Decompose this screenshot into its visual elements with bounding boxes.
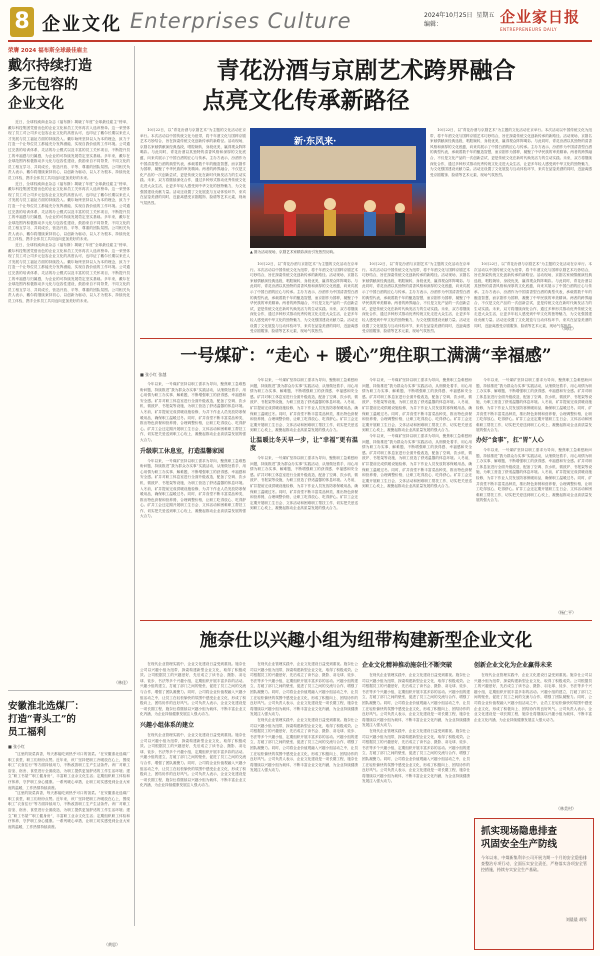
masthead [0,0,600,40]
ad-title: 抓实现场隐患排查 巩固安全生产防线 [481,826,558,850]
page-number: 8 [14,9,30,34]
middle-headline: 一号煤矿：“走心 + 暖心”兜住职工满满“幸福感” [180,346,552,366]
bottom-col4-head: 创新企业文化为企业赢得未来 [474,662,553,669]
left-kicker: 荣膺 2024 福布斯全球最佳雇主 [8,48,88,54]
bottom-body-col3: 企业文化精神推动施奈仕不断突破 在现代企业管理实践中，企业文化建设日益受到重视。施奈仕公司以兴趣小组为纽带，探索构建新型企业文化，取得了积极成效。公司根据员工的兴趣爱好，先后成立了读书会、摄影、羽毛球、徒步、书法等多个兴趣小组，定期组织开展丰富多彩的活动。兴趣小组的建立，打破了部门之间的壁垒，促进了员工之间的交流与合作，增强了团队凝聚力。同时，公司将企业价值观融入兴趣小组活动之中，让员工在轻松愉快的氛围中感受企业文化，形成了积极向上、团结协作的良好风气。公司负责人表示，企业文化建设是一项长期工程，施奈仕将继续以兴趣小组为载体，不断丰富企业文化内涵，为企业持续健康发展注入强大动力。 在现代企业管理实践中，企业文化建设日益受到重视。施奈仕公司以兴趣小组为纽带，探索构建新型企业文化，取得了积极成效。公司根据员工的兴趣爱好，先后成立了读书会、摄影、羽毛球、徒步、书法等多个兴趣小组，定期组织开展丰富多彩的活动。兴趣小组的建立，打破了部门之间的壁垒，促进了员工之间的交流与合作，增强了团队凝聚力。同时，公司将企业价值观融入兴趣小组活动之中，让员工在轻松愉快的氛围中感受企业文化，形成了积极向上、团结协作的良好风气。公司负责人表示，企业文化建设是一项长期工程，施奈仕将继续以兴趣小组为载体，不断丰富企业文化内涵，为企业持续健康发展注入强大动力。 [362,662,470,784]
section-rule-2 [140,620,592,621]
bottom-body-col4: 创新企业文化为企业赢得未来 在现代企业管理实践中，企业文化建设日益受到重视。施奈仕公司以兴趣小组为纽带，探索构建新型企业文化，取得了积极成效。公司根据员工的兴趣爱好，先后成立了读书会、摄影、羽毛球、徒步、书法等多个兴趣小组，定期组织开展丰富多彩的活动。兴趣小组的建立，打破了部门之间的壁垒，促进了员工之间的交流与合作，增强了团队凝聚力。同时，公司将企业价值观融入兴趣小组活动之中，让员工在轻松愉快的氛围中感受企业文化，形成了积极向上、团结协作的良好风气。公司负责人表示，企业文化建设是一项长期工程，施奈仕将继续以兴趣小组为载体，不断丰富企业文化内涵，为企业持续健康发展注入强大动力。 [474,662,592,722]
main-body-col4: 10月22日，以“青花汾酒与京剧艺术”为主题的文化活动在京举行。本次活动以中国传统文化为纽带，将千年酒文化与国粹京剧艺术巧妙结合，旨在探索传统文化创新传承的新路径。活动现场，京剧名家倾情献演经典选段，唱腔婉转，身段优美，赢得观众阵阵喝彩。与此同时，青花汾酒以其独特的清香风格和深厚的文化底蕴，向来宾展示了中国白酒的匠心与传承。主办方表示，汾酒作为中国清香型白酒的典型代表，承载着数千年的酿造智慧，而京剧作为国粹，凝聚了中华民族的审美精神。两者的跨界融合，不仅是文化产品的一次创新尝试，更是传统文化在新时代焕发活力的生动实践。未来，双方将继续深化合作，通过多种形式推动优秀传统文化走进大众生活，让更多年轻人感受到中华文化的独特魅力，为文化强国建设贡献力量。活动还设置了文化展览与互动体验环节，来宾在品鉴美酒的同时，近距离感受京剧服饰、脸谱等艺术元素，现场气氛热烈。 [250,262,358,334]
left-title: 戴尔持续打造 多元包容的 企业文化 [8,58,92,112]
section-title-cn: 企业文化 [42,14,122,35]
bottom-col3-head: 企业文化精神推动施奈仕不断突破 [362,662,453,669]
paper-logo: 企业家日报 ENTREPRENEURS DAILY [500,8,581,32]
main-end-tag: （周红） [560,326,576,331]
col-divider-left [134,46,135,926]
left-story [8,46,130,686]
bottom-body-col1: 在现代企业管理实践中，企业文化建设日益受到重视。施奈仕公司以兴趣小组为纽带，探索构建新型企业文化，取得了积极成效。公司根据员工的兴趣爱好，先后成立了读书会、摄影、羽毛球、徒步、书法等多个兴趣小组，定期组织开展丰富多彩的活动。兴趣小组的建立，打破了部门之间的壁垒，促进了员工之间的交流与合作，增强了团队凝聚力。同时，公司将企业价值观融入兴趣小组活动之中，让员工在轻松愉快的氛围中感受企业文化，形成了积极向上、团结协作的良好风气。公司负责人表示，企业文化建设是一项长期工程，施奈仕将继续以兴趣小组为载体，不断丰富企业文化内涵，为企业持续健康发展注入强大动力。 兴趣小组体系的建立 在现代企业管理实践中，企业文化建设日益受到重视。施奈仕公司以兴趣小组为纽带，探索构建新型企业文化，取得了积极成效。公司根据员工的兴趣爱好，先后成立了读书会、摄影、羽毛球、徒步、书法等多个兴趣小组，定期组织开展丰富多彩的活动。兴趣小组的建立，打破了部门之间的壁垒，促进了员工之间的交流与合作，增强了团队凝聚力。同时，公司将企业价值观融入兴趣小组活动之中，让员工在轻松愉快的氛围中感受企业文化，形成了积极向上、团结协作的良好风气。公司负责人表示，企业文化建设是一项长期工程，施奈仕将继续以兴趣小组为载体，不断丰富企业文化内涵，为企业持续健康发展注入强大动力。 [140,662,246,788]
main-body-col1: 10月22日，以“青花汾酒与京剧艺术”为主题的文化活动在京举行。本次活动以中国传统文化为纽带，将千年酒文化与国粹京剧艺术巧妙结合，旨在探索传统文化创新传承的新路径。活动现场，京剧名家倾情献演经典选段，唱腔婉转，身段优美，赢得观众阵阵喝彩。与此同时，青花汾酒以其独特的清香风格和深厚的文化底蕴，向来宾展示了中国白酒的匠心与传承。主办方表示，汾酒作为中国清香型白酒的典型代表，承载着数千年的酿造智慧，而京剧作为国粹，凝聚了中华民族的审美精神。两者的跨界融合，不仅是文化产品的一次创新尝试，更是传统文化在新时代焕发活力的生动实践。未来，双方将继续深化合作，通过多种形式推动优秀传统文化走进大众生活，让更多年轻人感受到中华文化的独特魅力，为文化强国建设贡献力量。活动还设置了文化展览与互动体验环节，来宾在品鉴美酒的同时，近距离感受京剧服饰、脸谱等艺术元素，现场气氛热烈。 [140,128,246,205]
left-end-tag: （林佳） [114,680,130,685]
middle-byline: ■ 张小红 张越 [140,372,167,377]
section-title-en: Enterprises Culture [130,9,352,33]
ad-box [474,818,594,950]
bottom-headline: 施奈仕以兴趣小组为纽带构建新型企业文化 [199,631,533,651]
left-body: 近日，全球权威商业杂志《福布斯》揭晓了年度“全球最佳雇主”榜单，戴尔科技集团凭借出色的企业文化和员工关怀再次入选该榜单。这一荣誉体现了员工对公司多元包容企业文化的高度认可，也印证了戴尔长期以来在人才发展与员工福祉方面的持续投入。戴尔始终坚持以人为本的理念，致力于打造一个让每位员工都能充分发挥潜能、实现自我价值的工作环境。公司通过完善的培训体系、灵活的办公模式以及丰富的员工关怀项目，不断提升员工的幸福感与归属感，为企业的可持续发展奠定坚实基础。多年来，戴尔在全球范围内积极推动多元化与包容性建设，鼓励来自不同背景、不同文化的员工相互学习、共同成长，营造开放、平等、尊重的团队氛围。公司相关负责人表示，戴尔将继续秉持初心，以创新为驱动，以人才为根本，持续优化员工体验，携手全体员工共同迈向更加美好的未来。 近日，全球权威商业杂志《福布斯》揭晓了年度“全球最佳雇主”榜单，戴尔科技集团凭借出色的企业文化和员工关怀再次入选该榜单。这一荣誉体现了员工对公司多元包容企业文化的高度认可，也印证了戴尔长期以来在人才发展与员工福祉方面的持续投入。戴尔始终坚持以人为本的理念，致力于打造一个让每位员工都能充分发挥潜能、实现自我价值的工作环境。公司通过完善的培训体系、灵活的办公模式以及丰富的员工关怀项目，不断提升员工的幸福感与归属感，为企业的可持续发展奠定坚实基础。多年来，戴尔在全球范围内积极推动多元化与包容性建设，鼓励来自不同背景、不同文化的员工相互学习、共同成长，营造开放、平等、尊重的团队氛围。公司相关负责人表示，戴尔将继续秉持初心，以创新为驱动，以人才为根本，持续优化员工体验，携手全体员工共同迈向更加美好的未来。 近日，全球权威商业杂志《福布斯》揭晓了年度“全球最佳雇主”榜单，戴尔科技集团凭借出色的企业文化和员工关怀再次入选该榜单。这一荣誉体现了员工对公司多元包容企业文化的高度认可，也印证了戴尔长期以来在人才发展与员工福祉方面的持续投入。戴尔始终坚持以人为本的理念，致力于打造一个让每位员工都能充分发挥潜能、实现自我价值的工作环境。公司通过完善的培训体系、灵活的办公模式以及丰富的员工关怀项目，不断提升员工的幸福感与归属感，为企业的可持续发展奠定坚实基础。多年来，戴尔在全球范围内积极推动多元化与包容性建设，鼓励来自不同背景、不同文化的员工相互学习、共同成长，营造开放、平等、尊重的团队氛围。公司相关负责人表示，戴尔将继续秉持初心，以创新为驱动，以人才为根本，持续优化员工体验，携手全体员工共同迈向更加美好的未来。 [8,120,130,303]
anhui-top-rule [8,690,132,691]
bottom-end-tag: （林美村） [556,806,576,811]
photo-caption: ▲ 图为活动现场，京剧艺术家精彩演出引发热烈反响。 [250,250,337,254]
issue-date: 2024年10月25日 星期五 编辑： [424,12,495,28]
anhui-body: “这里的饭菜真香，每天都能吃到热乎可口的饭菜。”在安徽淮北选煤厂职工食堂，职工们纷纷点赞。近年来，该厂坚持把职工冷暖放在心上，围绕职工“衣食住行”等方面持续用力，不断改善职工生产生活条件。该厂对职工浴室、宿舍、食堂进行全面改造，为职工提供更加舒适的工作生活环境；建立“职工书屋”“职工健身房”，丰富职工业余文化生活；定期组织职工体检和疗休养，守护职工身心健康。一系列暖心举措，让职工切实感受到企业大家庭的温暖，工作热情持续高涨。 “这里的饭菜真香，每天都能吃到热乎可口的饭菜。”在安徽淮北选煤厂职工食堂，职工们纷纷点赞。近年来，该厂坚持把职工冷暖放在心上，围绕职工“衣食住行”等方面持续用力，不断改善职工生产生活条件。该厂对职工浴室、宿舍、食堂进行全面改造，为职工提供更加舒适的工作生活环境；建立“职工书屋”“职工健身房”，丰富职工业余文化生活；定期组织职工体检和疗休养，守护职工身心健康。一系列暖心举措，让职工切实感受到企业大家庭的温暖，工作热情持续高涨。 [8,752,130,829]
section-rule-1 [140,338,592,339]
event-photo [250,128,426,248]
main-headline: 青花汾酒与京剧艺术跨界融合 点亮文化传承新路径 [202,57,516,114]
middle-body-col4: 今年以来，一号煤矿坚持以职工需求为导向，聚焦职工急难愁盼问题，持续推进“我为群众办实事”实践活动，从细微处着手，用心用情为职工办实事、解难题，不断增强职工的获得感、幸福感和安全感。矿井对职工休息室进行全面升级改造，配备了空调、饮水机、微波炉、书报架等设施，为职工营造了舒适温馨的休息环境。入冬前，矿井提前完成供暖设施检修，为井下作业人员发放防寒保暖用品，确保职工温暖过冬。同时，矿井食堂不断丰富菜品种类，推出特色套餐和营养餐，合理调整价格，让职工吃得放心、吃得舒心。矿井工会还定期开展职工生日会、文体活动和困难职工帮扶工作，切实把关爱送到职工心坎上，凝聚起推动企业高质量发展的强大合力。 办好“食事”，扛“胃”人心 今年以来，一号煤矿坚持以职工需求为导向，聚焦职工急难愁盼问题，持续推进“我为群众办实事”实践活动，从细微处着手，用心用情为职工办实事、解难题，不断增强职工的获得感、幸福感和安全感。矿井对职工休息室进行全面升级改造，配备了空调、饮水机、微波炉、书报架等设施，为职工营造了舒适温馨的休息环境。入冬前，矿井提前完成供暖设施检修，为井下作业人员发放防寒保暖用品，确保职工温暖过冬。同时，矿井食堂不断丰富菜品种类，推出特色套餐和营养餐，合理调整价格，让职工吃得放心、吃得舒心。矿井工会还定期开展职工生日会、文体活动和困难职工帮扶工作，切实把关爱送到职工心坎上，凝聚起推动企业高质量发展的强大合力。 [476,378,592,503]
middle-subhead-1: 升级职工休息室，打造温馨家园 [140,447,225,455]
middle-end-tag: （杨仁平） [556,610,576,615]
anhui-byline: ■ 张小红 [8,744,26,749]
event-photo-art [250,128,426,248]
anhui-end-tag: （黄思） [104,942,120,947]
bottom-body-col2: 在现代企业管理实践中，企业文化建设日益受到重视。施奈仕公司以兴趣小组为纽带，探索构建新型企业文化，取得了积极成效。公司根据员工的兴趣爱好，先后成立了读书会、摄影、羽毛球、徒步、书法等多个兴趣小组，定期组织开展丰富多彩的活动。兴趣小组的建立，打破了部门之间的壁垒，促进了员工之间的交流与合作，增强了团队凝聚力。同时，公司将企业价值观融入兴趣小组活动之中，让员工在轻松愉快的氛围中感受企业文化，形成了积极向上、团结协作的良好风气。公司负责人表示，企业文化建设是一项长期工程，施奈仕将继续以兴趣小组为载体，不断丰富企业文化内涵，为企业持续健康发展注入强大动力。 在现代企业管理实践中，企业文化建设日益受到重视。施奈仕公司以兴趣小组为纽带，探索构建新型企业文化，取得了积极成效。公司根据员工的兴趣爱好，先后成立了读书会、摄影、羽毛球、徒步、书法等多个兴趣小组，定期组织开展丰富多彩的活动。兴趣小组的建立，打破了部门之间的壁垒，促进了员工之间的交流与合作，增强了团队凝聚力。同时，公司将企业价值观融入兴趣小组活动之中，让员工在轻松愉快的氛围中感受企业文化，形成了积极向上、团结协作的良好风气。公司负责人表示，企业文化建设是一项长期工程，施奈仕将继续以兴趣小组为载体，不断丰富企业文化内涵，为企业持续健康发展注入强大动力。 [250,662,358,773]
masthead-rule [8,40,592,42]
main-body-col6: 10月22日，以“青花汾酒与京剧艺术”为主题的文化活动在京举行。本次活动以中国传统文化为纽带，将千年酒文化与国粹京剧艺术巧妙结合，旨在探索传统文化创新传承的新路径。活动现场，京剧名家倾情献演经典选段，唱腔婉转，身段优美，赢得观众阵阵喝彩。与此同时，青花汾酒以其独特的清香风格和深厚的文化底蕴，向来宾展示了中国白酒的匠心与传承。主办方表示，汾酒作为中国清香型白酒的典型代表，承载着数千年的酿造智慧，而京剧作为国粹，凝聚了中华民族的审美精神。两者的跨界融合，不仅是文化产品的一次创新尝试，更是传统文化在新时代焕发活力的生动实践。未来，双方将继续深化合作，通过多种形式推动优秀传统文化走进大众生活，让更多年轻人感受到中华文化的独特魅力，为文化强国建设贡献力量。活动还设置了文化展览与互动体验环节，来宾在品鉴美酒的同时，近距离感受京剧服饰、脸谱等艺术元素，现场气氛热烈。 [474,262,592,328]
ad-byline: 刘晨晨 胡军 [565,917,587,922]
anhui-title: 安徽淮北选煤厂： 打造“青头工”的 员工福利 [8,701,85,738]
bottom-subhead-1: 兴趣小组体系的建立 [140,721,195,729]
middle-subhead-3: 办好“食事”，扛“胃”人心 [476,436,544,444]
main-body-col5: 10月22日，以“青花汾酒与京剧艺术”为主题的文化活动在京举行。本次活动以中国传统文化为纽带，将千年酒文化与国粹京剧艺术巧妙结合，旨在探索传统文化创新传承的新路径。活动现场，京剧名家倾情献演经典选段，唱腔婉转，身段优美，赢得观众阵阵喝彩。与此同时，青花汾酒以其独特的清香风格和深厚的文化底蕴，向来宾展示了中国白酒的匠心与传承。主办方表示，汾酒作为中国清香型白酒的典型代表，承载着数千年的酿造智慧，而京剧作为国粹，凝聚了中华民族的审美精神。两者的跨界融合，不仅是文化产品的一次创新尝试，更是传统文化在新时代焕发活力的生动实践。未来，双方将继续深化合作，通过多种形式推动优秀传统文化走进大众生活，让更多年轻人感受到中华文化的独特魅力，为文化强国建设贡献力量。活动还设置了文化展览与互动体验环节，来宾在品鉴美酒的同时，近距离感受京剧服饰、脸谱等艺术元素，现场气氛热烈。 [362,262,470,334]
middle-body-col2: 今年以来，一号煤矿坚持以职工需求为导向，聚焦职工急难愁盼问题，持续推进“我为群众办实事”实践活动，从细微处着手，用心用情为职工办实事、解难题，不断增强职工的获得感、幸福感和安全感。矿井对职工休息室进行全面升级改造，配备了空调、饮水机、微波炉、书报架等设施，为职工营造了舒适温馨的休息环境。入冬前，矿井提前完成供暖设施检修，为井下作业人员发放防寒保暖用品，确保职工温暖过冬。同时，矿井食堂不断丰富菜品种类，推出特色套餐和营养餐，合理调整价格，让职工吃得放心、吃得舒心。矿井工会还定期开展职工生日会、文体活动和困难职工帮扶工作，切实把关爱送到职工心坎上，凝聚起推动企业高质量发展的强大合力。 让温暖比冬天早一步，让“幸福”更有温度 今年以来，一号煤矿坚持以职工需求为导向，聚焦职工急难愁盼问题，持续推进“我为群众办实事”实践活动，从细微处着手，用心用情为职工办实事、解难题，不断增强职工的获得感、幸福感和安全感。矿井对职工休息室进行全面升级改造，配备了空调、饮水机、微波炉、书报架等设施，为职工营造了舒适温馨的休息环境。入冬前，矿井提前完成供暖设施检修，为井下作业人员发放防寒保暖用品，确保职工温暖过冬。同时，矿井食堂不断丰富菜品种类，推出特色套餐和营养餐，合理调整价格，让职工吃得放心、吃得舒心。矿井工会还定期开展职工生日会、文体活动和困难职工帮扶工作，切实把关爱送到职工心坎上，凝聚起推动企业高质量发展的强大合力。 [250,378,358,511]
middle-body-col3: 今年以来，一号煤矿坚持以职工需求为导向，聚焦职工急难愁盼问题，持续推进“我为群众办实事”实践活动，从细微处着手，用心用情为职工办实事、解难题，不断增强职工的获得感、幸福感和安全感。矿井对职工休息室进行全面升级改造，配备了空调、饮水机、微波炉、书报架等设施，为职工营造了舒适温馨的休息环境。入冬前，矿井提前完成供暖设施检修，为井下作业人员发放防寒保暖用品，确保职工温暖过冬。同时，矿井食堂不断丰富菜品种类，推出特色套餐和营养餐，合理调整价格，让职工吃得放心、吃得舒心。矿井工会还定期开展职工生日会、文体活动和困难职工帮扶工作，切实把关爱送到职工心坎上，凝聚起推动企业高质量发展的强大合力。 今年以来，一号煤矿坚持以职工需求为导向，聚焦职工急难愁盼问题，持续推进“我为群众办实事”实践活动，从细微处着手，用心用情为职工办实事、解难题，不断增强职工的获得感、幸福感和安全感。矿井对职工休息室进行全面升级改造，配备了空调、饮水机、微波炉、书报架等设施，为职工营造了舒适温馨的休息环境。入冬前，矿井提前完成供暖设施检修，为井下作业人员发放防寒保暖用品，确保职工温暖过冬。同时，矿井食堂不断丰富菜品种类，推出特色套餐和营养餐，合理调整价格，让职工吃得放心、吃得舒心。矿井工会还定期开展职工生日会、文体活动和困难职工帮扶工作，切实把关爱送到职工心坎上，凝聚起推动企业高质量发展的强大合力。 [362,378,472,489]
middle-body-col1: 今年以来，一号煤矿坚持以职工需求为导向，聚焦职工急难愁盼问题，持续推进“我为群众办实事”实践活动，从细微处着手，用心用情为职工办实事、解难题，不断增强职工的获得感、幸福感和安全感。矿井对职工休息室进行全面升级改造，配备了空调、饮水机、微波炉、书报架等设施，为职工营造了舒适温馨的休息环境。入冬前，矿井提前完成供暖设施检修，为井下作业人员发放防寒保暖用品，确保职工温暖过冬。同时，矿井食堂不断丰富菜品种类，推出特色套餐和营养餐，合理调整价格，让职工吃得放心、吃得舒心。矿井工会还定期开展职工生日会、文体活动和困难职工帮扶工作，切实把关爱送到职工心坎上，凝聚起推动企业高质量发展的强大合力。 升级职工休息室，打造温馨家园 今年以来，一号煤矿坚持以职工需求为导向，聚焦职工急难愁盼问题，持续推进“我为群众办实事”实践活动，从细微处着手，用心用情为职工办实事、解难题，不断增强职工的获得感、幸福感和安全感。矿井对职工休息室进行全面升级改造，配备了空调、饮水机、微波炉、书报架等设施，为职工营造了舒适温馨的休息环境。入冬前，矿井提前完成供暖设施检修，为井下作业人员发放防寒保暖用品，确保职工温暖过冬。同时，矿井食堂不断丰富菜品种类，推出特色套餐和营养餐，合理调整价格，让职工吃得放心、吃得舒心。矿井工会还定期开展职工生日会、文体活动和困难职工帮扶工作，切实把关爱送到职工心坎上，凝聚起推动企业高质量发展的强大合力。 [140,382,246,519]
main-body-col3: 10月22日，以“青花汾酒与京剧艺术”为主题的文化活动在京举行。本次活动以中国传统文化为纽带，将千年酒文化与国粹京剧艺术巧妙结合，旨在探索传统文化创新传承的新路径。活动现场，京剧名家倾情献演经典选段，唱腔婉转，身段优美，赢得观众阵阵喝彩。与此同时，青花汾酒以其独特的清香风格和深厚的文化底蕴，向来宾展示了中国白酒的匠心与传承。主办方表示，汾酒作为中国清香型白酒的典型代表，承载着数千年的酿造智慧，而京剧作为国粹，凝聚了中华民族的审美精神。两者的跨界融合，不仅是文化产品的一次创新尝试，更是传统文化在新时代焕发活力的生动实践。未来，双方将继续深化合作，通过多种形式推动优秀传统文化走进大众生活，让更多年轻人感受到中华文化的独特魅力，为文化强国建设贡献力量。活动还设置了文化展览与互动体验环节，来宾在品鉴美酒的同时，近距离感受京剧服饰、脸谱等艺术元素，现场气氛热烈。 [430,128,592,177]
ad-body: 今年以来，中煤新集利辛公司开展为期一个月的安全隐患排查整治专项行动，全面压实安全责任，严格落实各项安全管控措施，持续夯实安全生产基础。 [481,855,587,872]
photo-banner-text: 新·东风来· [294,137,337,147]
middle-subhead-2: 让温暖比冬天早一步，让“幸福”更有温度 [250,436,358,452]
